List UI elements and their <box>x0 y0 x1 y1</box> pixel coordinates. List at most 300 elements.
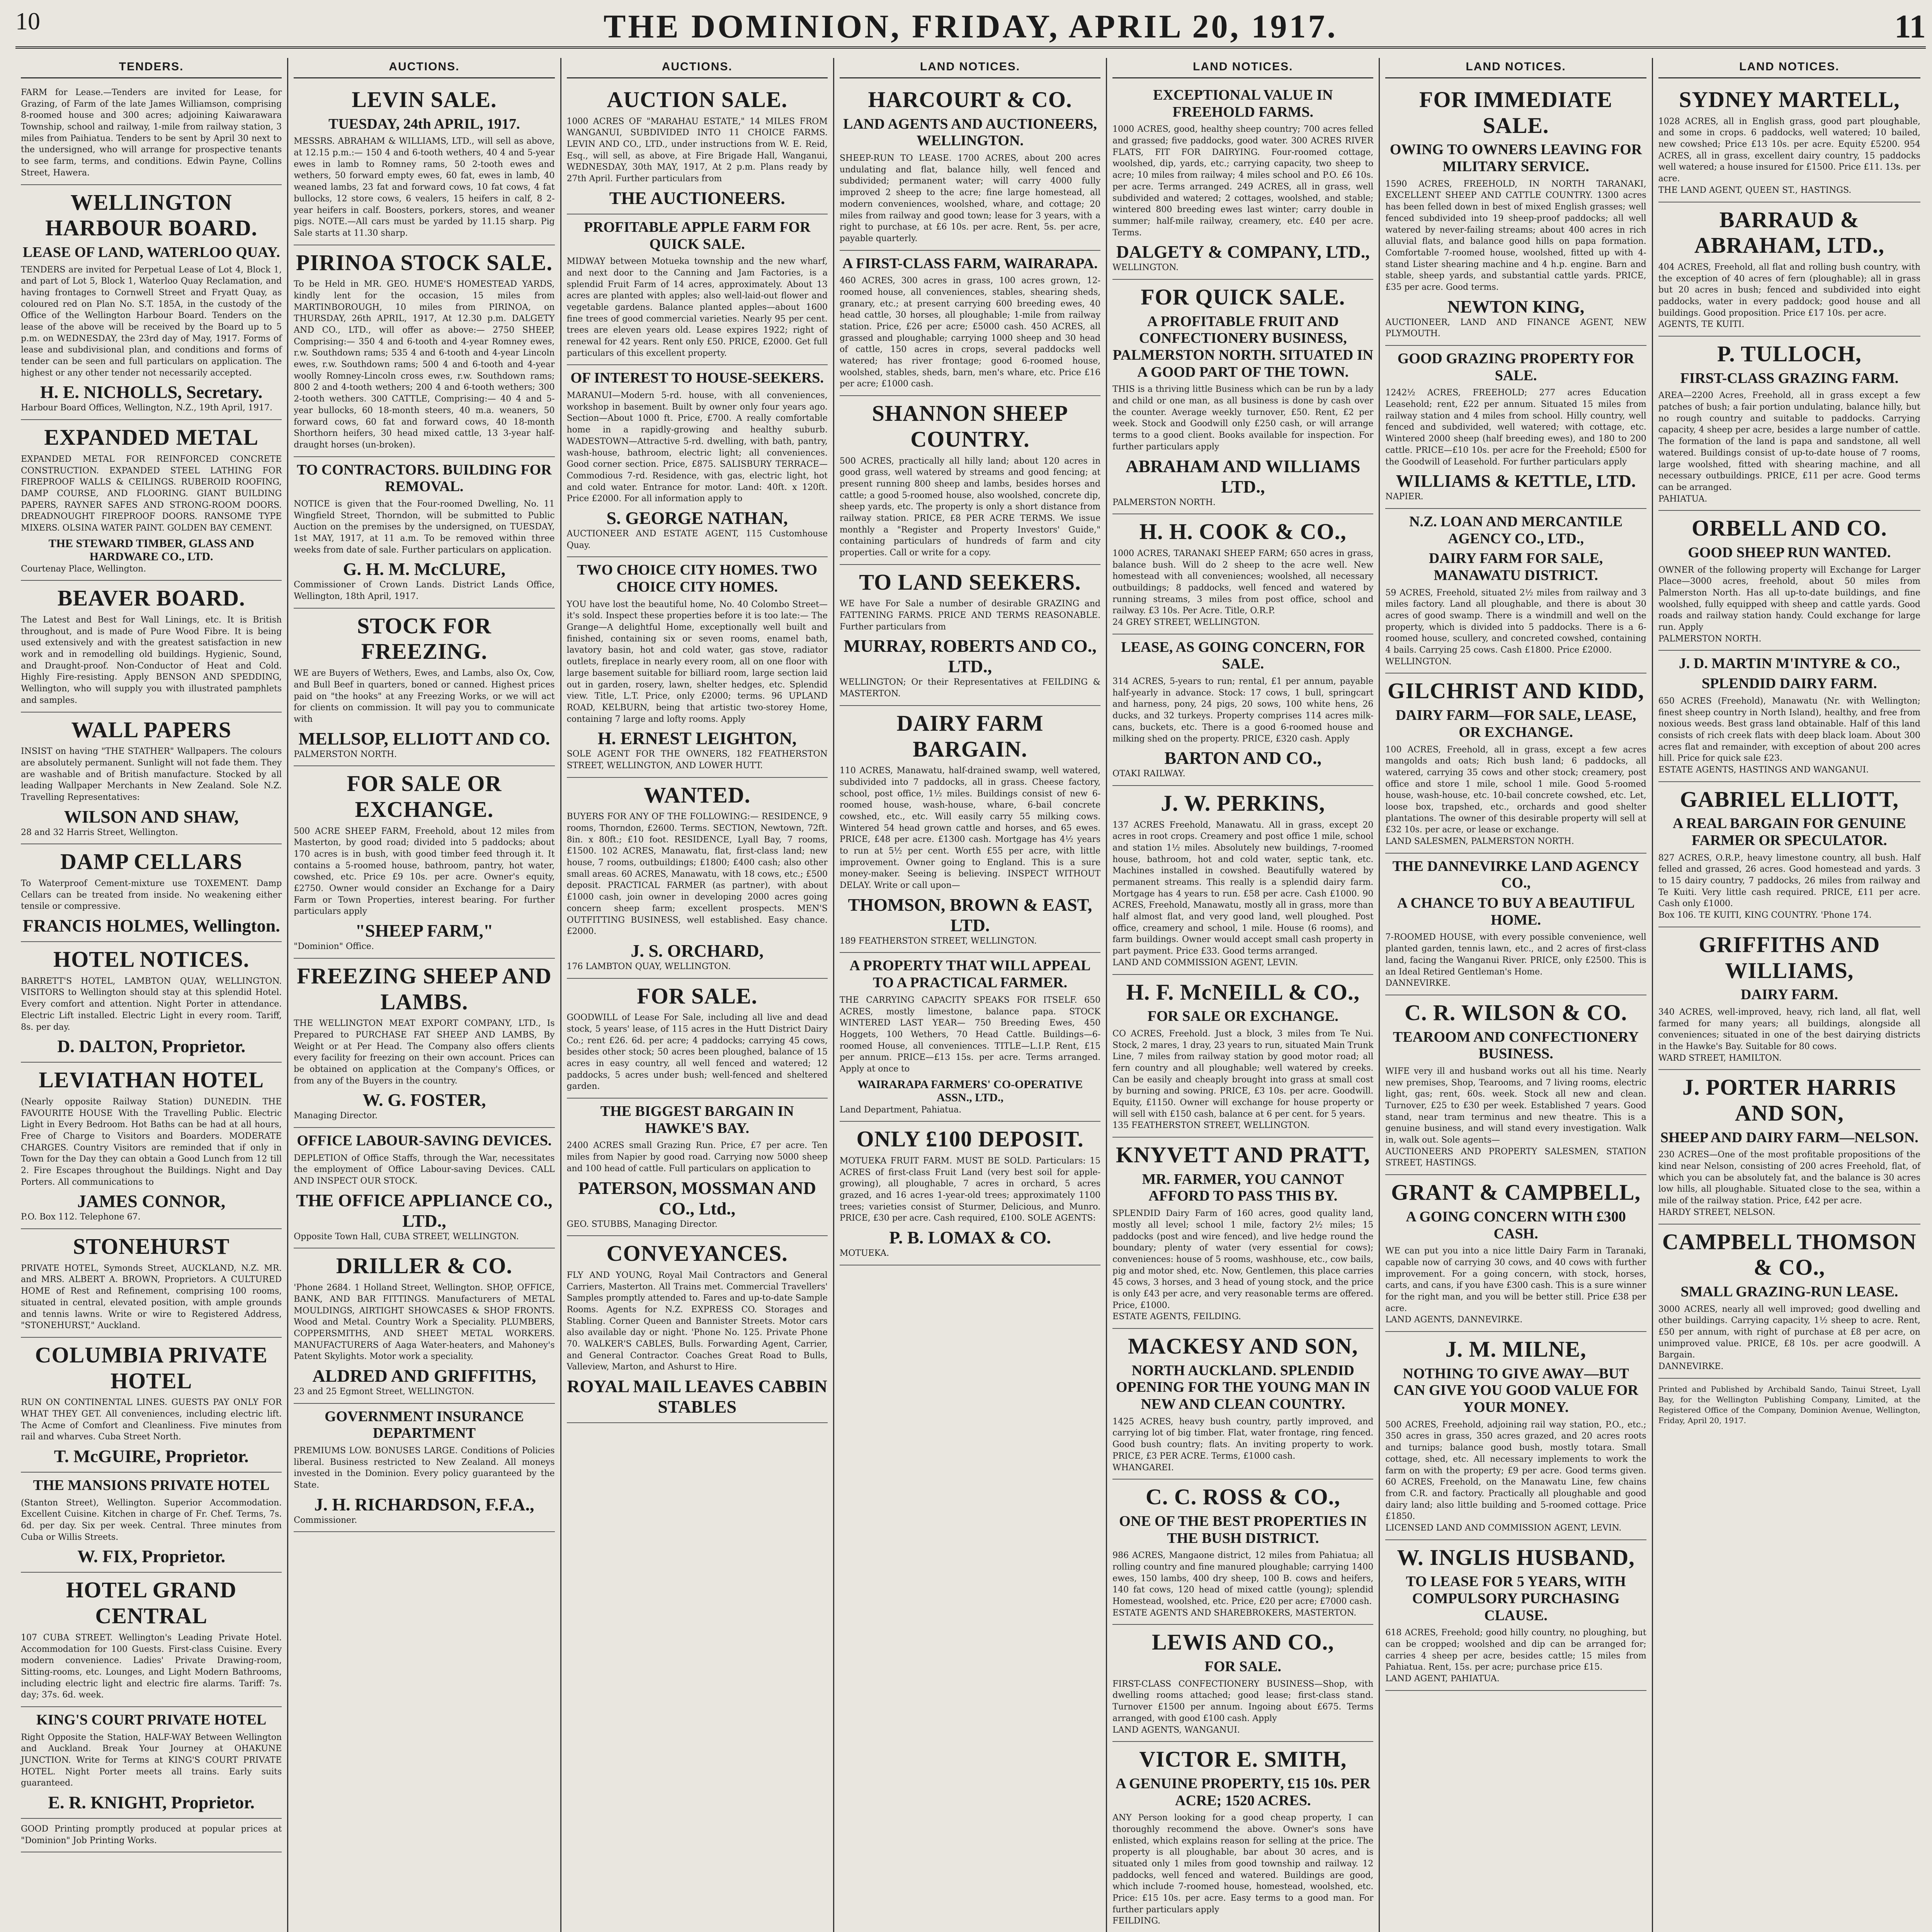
advertisement <box>1112 786 1373 975</box>
advertisement <box>1385 82 1646 346</box>
ad-subtitle: NORTH AUCKLAND. SPLENDID OPENING FOR THE YOUNG MAN IN NEW AND CLEAN COUNTRY. <box>1116 1362 1370 1413</box>
advertisement <box>1658 202 1920 337</box>
ad-title: H. F. McNEILL & CO., <box>1126 979 1360 1005</box>
advertisement <box>294 82 554 245</box>
ad-body: 1242½ ACRES, FREEHOLD; 277 acres Education Leasehold; rent, £22 per annum. Situated 15 miles from railway station and 4 miles from school. Hilly country, well fenced and subdivided, well watered; with cottage, etc. Wintered 2000 sheep (half breeding ewes), and 180 to 200 cattle. PRICE—£10 10s. per acre for the Freehold; £500 for the Goodwill of Leasehold. For further particulars apply <box>1385 388 1646 467</box>
advertisement <box>1658 927 1920 1070</box>
ad-subtitle: SHEEP AND DAIRY FARM—NELSON. <box>1660 1129 1918 1146</box>
advertisement <box>1112 514 1373 634</box>
advertisement <box>21 844 282 942</box>
advertiser-address: 24 GREY STREET, WELLINGTON. <box>1112 617 1260 627</box>
advertiser-address: PALMERSTON NORTH. <box>1112 497 1216 507</box>
ad-body: OWNER of the following property will Exchange for Larger Place—3000 acres, freehold, about 50 miles from Palmerston North. Has all up-to-date buildings, and fine woolshed, fully equipped with sheep and cattle yards. Good roads and railway station handy. Could exchange for large run. Apply <box>1658 565 1920 633</box>
advertiser-name: FRANCIS HOLMES, Wellington. <box>22 916 280 936</box>
ad-title: VICTOR E. SMITH, <box>1139 1747 1347 1772</box>
ad-body: MESSRS. ABRAHAM & WILLIAMS, LTD., will sell as above, at 12.15 p.m.:— 150 4 and 6-tooth wethers, 40 4 and 5-year ewes in lamb to Romney rams, 50 2-tooth ewes and wethers, 50 forward empty ewes, 60 fat, ewes in lamb, 40 weaned lambs, 23 fat and forward cows, 10 fat cows, 4 fat bullocks, 12 store cows, 6 vealers, 15 heifers in calf, 8 2-year heifers in calf. Boosters, porkers, stores, and weaner pigs. NOTE.—All cars must be yarded by 11.15 sharp. Pig Sale starts at 11.30 sharp. <box>294 136 555 238</box>
ad-body: 986 ACRES, Mangaone district, 12 miles from Pahiatua; all rolling country and fine manured ploughable; carrying 1400 ewes, 150 lambs, 400 dry sheep, 100 B. cows and heifers, 140 fat cows, 120 head of mixed cattle (young); splendid Homestead, woolshed, etc. Price, £20 per acre; £7000 cash. <box>1112 1551 1374 1606</box>
advertisement <box>21 1063 282 1229</box>
ad-body: BUYERS FOR ANY OF THE FOLLOWING:— RESIDENCE, 9 rooms, Thorndon, £2600. Terms. SECTION, Newtown, 72ft. 8in. x 80ft.; £10 foot. RESIDENCE, Lyall Bay, 7 rooms, £1500. 102 ACRES, Manawatu, flat, first-class land; new house, 7 rooms, outbuildings; £1800; £400 cash; also other small areas. 60 ACRES, Manawatu, with 18 cows, etc.; £500 deposit. PRACTICAL FARMER (as partner), with about £1000 cash, join owner in developing 2000 acres going concern sheep farm; excellent prospects. MEN'S OUTFITTING BUSINESS, well established. Easy chance. £2000. <box>566 812 828 937</box>
column-3 <box>561 58 834 1932</box>
advertiser-name: J. S. ORCHARD, <box>631 940 764 961</box>
advertisement <box>1112 82 1373 280</box>
ad-title: HARCOURT & CO. <box>868 87 1072 112</box>
ad-body: AREA—2200 Acres, Freehold, all in grass except a few patches of bush; a fair portion undulating, balance hilly, but no rough country and suitable to paddocks. Carrying capacity, 4 sheep per acre, besides a large number of cattle. The formation of the land is papa and sandstone, all well watered. Buildings consist of up-to-date house of 7 rooms, large woolshed, fitted with shearing machine, and all necessary outbuildings. PRICE, £11 per acre. Good terms can be arranged. <box>1658 391 1920 492</box>
ad-body: FARM for Lease.—Tenders are invited for Lease, for Grazing, of Farm of the late James Williamson, comprising 8-roomed house and 300 acres; adjoining Kaiwarawara Township, school and railway, 1-mile from railway station, 3 miles from Paihiatua. Tenders to be sent by April 30 next to the undersigned, who will arrange for prospective tenants to see farm, terms, and conditions. Edwin Payne, Collins Street, Hawera. <box>21 88 282 178</box>
column-heading: LAND NOTICES. <box>1112 58 1373 78</box>
advertiser-address: WARD STREET, HAMILTON. <box>1658 1053 1782 1063</box>
advertiser-address: LAND AND COMMISSION AGENT, LEVIN. <box>1112 957 1298 968</box>
ad-body: GOOD Printing promptly produced at popular prices at "Dominion" Job Printing Works. <box>21 1824 282 1845</box>
ad-body: PRIVATE HOTEL, Symonds Street, AUCKLAND, N.Z. MR. and MRS. ALBERT A. BROWN, Proprietors. A CULTURED HOME of Rest and Refinement, comprising 100 rooms, situated in central, elevated position, with ample grounds and tennis lawns. Write or wire to Registered Address, "STONEHURST," Auckland. <box>21 1263 282 1331</box>
advertisement <box>1658 82 1920 202</box>
advertiser-address: THE LAND AGENT, QUEEN ST., HASTINGS. <box>1658 185 1852 195</box>
advertisement <box>1112 634 1373 786</box>
ad-body: 110 ACRES, Manawatu, half-drained swamp, well watered, subdivided into 7 paddocks, all in grass. Cheese factory, school, post office, 1½ miles. Buildings consist of new 6-roomed house, wash-house, whare, 6-bail concrete cowshed, etc., etc. Will easily carry 55 milking cows. Wintered 54 head grown cattle and horses, and 65 ewes. PRICE, £48 per acre. £1300 cash. Mortgage has 4½ years to run at 5½ per cent. Worth £55 per acre, with little improvement. Owner going to England. This is a sure money-maker. Seeing is believing. INSPECT WITHOUT DELAY. Write or call upon— <box>839 766 1101 891</box>
advertiser-address: PALMERSTON NORTH. <box>1658 634 1762 644</box>
ad-subtitle: GOOD SHEEP RUN WANTED. <box>1688 544 1891 561</box>
advertisement <box>567 979 828 1099</box>
ad-title: FOR IMMEDIATE SALE. <box>1419 87 1613 138</box>
advertisement <box>21 82 282 185</box>
ad-subtitle: SMALL GRAZING-RUN LEASE. <box>1680 1283 1898 1300</box>
advertisement <box>294 609 554 767</box>
ad-body: 1000 ACRES, good, healthy sheep country; 700 acres felled and grassed; five paddocks, good water. 300 ACRES RIVER FLATS, FIT FOR DAIRYING. Four-roomed cottage, woolshed, dip, yards, etc.; carrying capacity, two sheep to acre; 10 miles from railway; 4 miles school and P.O. £6 10s. per acre. Terms arranged. 249 ACRES, all in grass, well subdivided and watered; 2 cottages, woolshed, and stable; wintered 800 breeding ewes last winter; carry double in summer; half-mile railway, creamery, etc. £40 per acre. Terms. <box>1112 124 1374 238</box>
advertisement <box>294 1248 554 1403</box>
advertiser-address: WHANGAREI. <box>1112 1463 1174 1473</box>
column-5 <box>1107 58 1380 1932</box>
advertisement <box>21 1707 282 1819</box>
advertiser-name: S. GEORGE NATHAN, <box>606 508 788 528</box>
advertisement <box>294 1404 554 1532</box>
ad-title: EXCEPTIONAL VALUE IN FREEHOLD FARMS. <box>1153 87 1333 120</box>
ad-body: RUN ON CONTINENTAL LINES. GUESTS PAY ONLY FOR WHAT THEY GET. All conveniences, including electric lift. The Acme of Comfort and Cleanliness. Five minutes from rail and wharves. Cuba Street North. <box>21 1398 282 1442</box>
ad-body: MIDWAY between Motueka township and the new wharf, and next door to the Canning and Jam Factories, is a splendid Fruit Farm of 14 acres, approximately. About 13 acres are planted with apples; also well-laid-out flower and vegetable gardens. Balance planted apples—about 1600 fine trees of good commercial varieties. Nearly 95 per cent. trees are eleven years old. Lease expires 1922; right of renewal for 42 years. Rent only £50. PRICE, £2000. Get full particulars of this excellent property. <box>566 257 828 358</box>
advertiser-address: DANNEVIRKE. <box>1658 1362 1724 1371</box>
ad-body: 137 ACRES Freehold, Manawatu. All in grass, except 20 acres in root crops. Creamery and post office 1 mile, school and station 1½ miles. Absolutely new buildings, 7-roomed house, bathroom, hot and cold water, septic tank, etc. Machines installed in cowshed. Beautifully watered by permanent streams. This really is a splendid dairy farm. Mortgage has 4 years to run. £58 per acre. Cash £1000. 90 ACRES, Freehold, Manawatu, mostly all in grass, more than half almost flat, and very good land, well ploughed. Post office, creamery and school, 1 mile. House (6 rooms), and farm buildings. Owner would accept small cash property in part payment. Price £33. Good terms arranged. <box>1112 820 1374 956</box>
ad-title: LEVIATHAN HOTEL <box>39 1067 264 1093</box>
advertisement <box>294 766 554 959</box>
ad-title: DAIRY FARM BARGAIN. <box>896 710 1044 762</box>
advertisement <box>21 1819 282 1852</box>
ad-title: P. TULLOCH, <box>1717 341 1862 366</box>
column-heading: AUCTIONS. <box>567 58 828 78</box>
ad-subtitle: OWING TO OWNERS LEAVING FOR MILITARY SERVICE. <box>1389 141 1642 175</box>
ad-subtitle: DAIRY FARM FOR SALE, MANAWATU DISTRICT. <box>1429 550 1603 583</box>
ad-body: WE have For Sale a number of desirable GRAZING and FATTENING FARMS. PRICE AND TERMS REASONABLE. Further particulars from <box>839 599 1101 632</box>
ad-title: J. D. MARTIN M'INTYRE & CO., <box>1679 655 1900 672</box>
advertiser-address: Courtenay Place, Wellington. <box>21 564 146 574</box>
ad-title: WANTED. <box>644 782 751 808</box>
ad-body: WIFE very ill and husband works out all his time. Nearly new premises, Shop, Tearooms, and 7 living rooms, electric light, gas; rent, 60s. week. Stock all new and clean. Turnover, £25 to £30 per week. Established 7 years. Good stand, near tram terminus and new theatre. This is a genuine business, and will stand every investigation. Walk in, walk out. Sole agents— <box>1385 1066 1646 1145</box>
ad-body: To Waterproof Cement-mixture use TOXEMENT. Damp Cellars can be treated from inside. No weakening either tensile or compressive. <box>21 879 282 912</box>
ad-title: GILCHRIST AND KIDD, <box>1387 678 1645 704</box>
advertiser-address: LAND AGENT, PAHIATUA. <box>1385 1674 1500 1684</box>
advertiser-name: P. B. LOMAX & CO. <box>889 1228 1051 1248</box>
ad-title: W. INGLIS HUSBAND, <box>1397 1544 1635 1570</box>
advertisement <box>840 251 1100 396</box>
advertiser-address: Commissioner of Crown Lands. District Lands Office, Wellington, 18th April, 1917. <box>294 580 555 602</box>
advertisement <box>1112 975 1373 1138</box>
advertisement <box>1658 1070 1920 1224</box>
ad-title: J. PORTER HARRIS AND SON, <box>1682 1075 1896 1126</box>
advertisement <box>567 778 828 979</box>
advertiser-address: LAND AGENTS, WANGANUI. <box>1112 1725 1240 1735</box>
ad-body: 1028 ACRES, all in English grass, good part ploughable, and some in crops. 6 paddocks, well watered; 10 bailed, new cowshed; Price £13 10s. per acre. Equity £5200. 954 ACRES, all in grass, excellent dairy country, 15 paddocks well watered; a house insured for £1500. Price £11. 13s. per acre. <box>1658 116 1920 184</box>
printer-imprint: Printed and Published by Archibald Sando, Tainui Street, Lyall Bay, for the Wellington Publishing Company, Limited, at the Registered Office of the Company, Dominion Avenue, Wellington, Friday, April 20, 1917. <box>1658 1384 1920 1425</box>
advertisement <box>1385 673 1646 853</box>
ad-title: EXPANDED METAL <box>44 425 259 450</box>
ad-body: WE are Buyers of Wethers, Ewes, and Lambs, also Ox, Cow, and Bull Beef in quarters, boned or canned. Highest prices paid on "the hooks" at any Freezing Works, or we will act for clients on commission. It will pay you to communicate with <box>294 668 555 724</box>
ad-title: KNYVETT AND PRATT, <box>1116 1142 1370 1168</box>
advertiser-name: J. H. RICHARDSON, F.F.A., <box>314 1494 534 1514</box>
advertiser-name: T. McGUIRE, Proprietor. <box>54 1446 249 1466</box>
advertisement <box>1385 1175 1646 1332</box>
advertiser-name: ROYAL MAIL LEAVES CABBIN STABLES <box>567 1376 827 1417</box>
ad-subtitle: A PROFITABLE FRUIT AND CONFECTIONERY BUSINESS, PALMERSTON NORTH. SITUATED IN A GOOD PART OF THE TOWN. <box>1112 313 1373 380</box>
ad-body: To be Held in MR. GEO. HUME'S HOMESTEAD YARDS, kindly lent for the occasion, 15 miles from MARTINBOROUGH, 10 miles from PIRINOA, on THURSDAY, 26th APRIL, 1917, At 12.30 p.m. DALGETY AND CO., LTD., will offer as above:— 2750 SHEEP, Comprising:— 350 4 and 6-tooth and 4-year Romney ewes, r.w. Southdown rams; 535 4 and 6-tooth and 4-year Lincoln ewes, r.w. Southdown rams; 500 4 and 6-tooth and 4-year woolly Romney-Lincoln cross ewes, r.w. Southdown rams; 800 2 and 4-tooth wethers; 200 4 and 6-tooth wethers; 300 2-tooth wethers. 300 CATTLE, Comprising:— 40 4 and 5-year bullocks, 60 18-month steers, 40 m.a. weaners, 50 forward cows, 60 fat and forward cows, 40 18-month Shorthorn heifers, 30 head mixed cattle, 13 3-year half-draught horses (un-broken). <box>294 279 555 450</box>
ad-body: 1000 ACRES OF "MARAHAU ESTATE," 14 MILES FROM WANGANUI, SUBDIVIDED INTO 11 CHOICE FARMS. LEVIN AND CO., LTD., under instructions from W. E. Reid, Esq., will sell, as above, at Fire Brigade Hall, Wanganui, WEDNESDAY, 30th MAY, 1917, At 2 p.m. Plans ready by 27th April. Further particulars from <box>566 116 828 184</box>
ad-title: PROFITABLE APPLE FARM FOR QUICK SALE. <box>583 219 811 252</box>
ad-body: 460 ACRES, 300 acres in grass, 100 acres grown, 12-roomed house, all conveniences, stables, shearing sheds, granary, etc.; at present carrying 600 breeding ewes, 40 head cattle, 30 horses, all ploughable; 1-mile from railway station. Price, £26 per acre; £5000 cash. 450 ACRES, all grassed and ploughable; carrying 1000 sheep and 30 head of cattle, 150 acres in crops, several paddocks well watered; has river frontage; good 6-roomed house, woolshed, stables, sheds, barn, men's whare, etc. Price £16 per acre; £1000 cash. <box>839 276 1101 389</box>
advertiser-name: WILLIAMS & KETTLE, LTD. <box>1396 471 1636 491</box>
ad-title: GRIFFITHS AND WILLIAMS, <box>1699 932 1880 983</box>
column-heading: AUCTIONS. <box>294 58 554 78</box>
advertiser-address: AUCTIONEER AND ESTATE AGENT, 115 Customhouse Quay. <box>566 529 828 550</box>
advertisement <box>1385 854 1646 995</box>
ad-title: OFFICE LABOUR-SAVING DEVICES. <box>297 1133 552 1149</box>
advertiser-address: AUCTIONEERS AND PROPERTY SALESMEN, STATION STREET, HASTINGS. <box>1385 1146 1646 1168</box>
advertiser-address: 23 and 25 Egmont Street, WELLINGTON. <box>294 1386 474 1396</box>
advertiser-address: PAHIATUA. <box>1658 494 1708 504</box>
advertiser-address: AUCTIONEER, LAND AND FINANCE AGENT, NEW PLYMOUTH. <box>1385 317 1646 339</box>
advertisement <box>294 959 554 1128</box>
advertiser-name: NEWTON KING, <box>1447 296 1585 316</box>
advertiser-address: PALMERSTON NORTH. <box>294 749 397 759</box>
ad-subtitle: TUESDAY, 24th APRIL, 1917. <box>328 116 520 132</box>
advertisement <box>567 1099 828 1236</box>
ad-body: ANY Person looking for a good cheap property, I can thoroughly recommend the above. Owner's sons have enlisted, which explains reason for selling at the price. The property is all ploughable, bar about 30 acres, and is situated only 1 miles from good township and railway. 12 paddocks, well fenced and watered. Buildings are good, which include 7-roomed house, homestead, woolshed, etc. Price: £15 10s. per acre. Easy terms to a good man. For further particulars apply <box>1112 1813 1374 1915</box>
ad-subtitle: A GENUINE PROPERTY, £15 10s. PER ACRE; 1520 ACRES. <box>1116 1775 1371 1809</box>
ad-subtitle: FOR SALE OR EXCHANGE. <box>1147 1008 1338 1025</box>
advertiser-name: MURRAY, ROBERTS AND CO., LTD., <box>844 636 1097 677</box>
ad-body: BARRETT'S HOTEL, LAMBTON QUAY, WELLINGTON. VISITORS to Wellington should stay at this splendid Hotel. Every comfort and attention. Night Porter in attendance. Electric Lift installed. Electric Light in every room. Tariff, 8s. per day. <box>21 976 282 1032</box>
ad-title: FOR SALE OR EXCHANGE. <box>347 771 502 822</box>
ad-title: TWO CHOICE CITY HOMES. TWO CHOICE CITY HOMES. <box>577 562 818 595</box>
ad-body: CO ACRES, Freehold. Just a block, 3 miles from Te Nui. Stock, 2 mares, 1 dray, 23 years to run, situated Main Trunk Line, 7 miles from railway station by good motor road; all fern country and all ploughable; well watered by creeks. Can be easily and cheaply brought into grass at small cost by burning and sowing. PRICE, £3 10s. per acre. Goodwill. Equity, £1150. Owner will exchange for house property or will sell with £150 cash, balance at 6 per cent. for 5 years. <box>1112 1029 1374 1119</box>
ad-title: OF INTEREST TO HOUSE-SEEKERS. <box>570 370 824 386</box>
advertiser-name: JAMES CONNOR, <box>77 1191 226 1211</box>
ad-body: 100 ACRES, Freehold, all in grass, except a few acres mangolds and oats; Rich bush land; 6 paddocks, all watered, carrying 35 cows and other stock; creamery, post office and store 1 mile, school 1 mile. Good 5-roomed house, wash-house, etc. 10-bail concrete cowshed, etc. Let, loose box, trapshed, etc., orchards and good shelter plantations. The owner of this desirable property will sell at £32 10s. per acre, or lease or exchange. <box>1385 745 1646 835</box>
advertiser-address: P.O. Box 112. Telephone 67. <box>21 1212 141 1222</box>
advertisement <box>840 565 1100 706</box>
ad-title: TO CONTRACTORS. BUILDING FOR REMOVAL. <box>297 461 552 495</box>
advertisement <box>21 1229 282 1338</box>
ad-body: FIRST-CLASS CONFECTIONERY BUSINESS—Shop, with dwelling rooms attached; good lease; first-class stand. Turnover £1500 per annum. Ingoing about £675. Terms arranged, with good £100 cash. Apply <box>1112 1679 1374 1723</box>
ad-body: 2400 ACRES small Grazing Run. Price, £7 per acre. Ten miles from Napier by good road. Carrying now 5000 sheep and 100 head of cattle. Full particulars on application to <box>566 1141 828 1173</box>
advertiser-address: Commissioner. <box>294 1515 357 1525</box>
advertiser-name: WILSON AND SHAW, <box>64 806 239 827</box>
advertisement <box>1658 1225 1920 1379</box>
ad-title: BARRAUD & ABRAHAM, LTD., <box>1694 207 1884 258</box>
ad-subtitle: LAND AGENTS AND AUCTIONEERS, WELLINGTON. <box>843 116 1097 149</box>
ad-title: C. C. ROSS & CO., <box>1145 1484 1340 1510</box>
advertiser-address: LAND AGENTS, DANNEVIRKE. <box>1385 1315 1523 1325</box>
ad-body: FLY AND YOUNG, Royal Mail Contractors and General Carriers, Masterton. All Trains met. Commercial Travellers' Samples promptly attended to. Fares and up-to-date Sample Rooms. Agents for N.Z. EXPRESS CO. Storages and Stabling. Corner Queen and Bannister Streets. Motor cars also available day or night. 'Phone No. 125. Private Phone 70. WALKER'S CABLES, Bulls. Forwarding Agent, Carrier, and General Contractor. Coaches Great Road to Bulls, Valleview, Marton, and Ashurst to Hire. <box>566 1270 828 1372</box>
advertisement <box>1112 1138 1373 1329</box>
ad-title: BEAVER BOARD. <box>57 585 245 611</box>
advertiser-address: ESTATE AGENTS, HASTINGS AND WANGANUI. <box>1658 765 1869 775</box>
ad-body: 59 ACRES, Freehold, situated 2½ miles from railway and 3 miles factory. Land all ploughable, and there is about 30 acres of good swamp. There is a windmill and well on the property, which is divided into 5 paddocks. There is a 6-roomed house, scullery, and concreted cowshed, containing 4 bails. Carrying 25 cows. Cash £1800. Price £2000. <box>1385 588 1646 655</box>
ad-title: THE DANNEVIRKE LAND AGENCY CO., <box>1392 858 1639 891</box>
ad-body: YOU have lost the beautiful home, No. 40 Colombo Street—it's sold. Inspect these properties before it is too late:— The Grange—A delightful Home, exceptionally well built and finished, containing six or seven rooms, enamel bath, lavatory basin, hot and cold water, gas stove, radiator outlets, fireplace in nearly every room, all on one floor with large basement suitable for billiard room, large section laid out in garden, rosery, lawn, shelter hedges, etc. Splendid view. Title, L.T. Price, only £2000; terms. 96 UPLAND ROAD, KELBURN, being that artistic two-storey Home, containing 7 large and lofty rooms. Apply <box>566 599 828 724</box>
columns <box>15 58 1926 1932</box>
advertiser-name: D. DALTON, Proprietor. <box>57 1036 246 1056</box>
advertisement <box>840 1122 1100 1265</box>
advertiser-name: DALGETY & COMPANY, LTD., <box>1116 242 1370 262</box>
ad-body: THE CARRYING CAPACITY SPEAKS FOR ITSELF. 650 ACRES, mostly limestone, balance papa. STOCK WINTERED LAST YEAR— 750 Breeding Ewes, 450 Hoggets, 100 Wethers, 70 Head Cattle. Buildings—6-roomed House, all conveniences. TITLE—L.I.P. Rent, £15 per annum. PRICE—£13 15s. per acre. Terms arranged. Apply at once to <box>839 995 1101 1074</box>
column-2 <box>288 58 561 1932</box>
page-number-left: 10 <box>15 7 40 35</box>
ad-body: The Latest and Best for Wall Linings, etc. It is British throughout, and is made of Pure Wood Fibre. It is being used extensively and with the greatest satisfaction in new work and in remodelling old buildings. Hygienic, Sound, and Draught-proof. Non-Conductor of Heat and Cold. Highly Fire-resisting. Apply BENSON AND SPEDDING, Wellington, who will supply you with illustrated pamphlets and samples. <box>21 615 282 705</box>
advertisement <box>21 1573 282 1707</box>
column-7 <box>1653 58 1926 1932</box>
ad-subtitle: DAIRY FARM—FOR SALE, LEASE, OR EXCHANGE. <box>1395 707 1636 740</box>
advertisement <box>294 457 554 609</box>
advertisement <box>294 1128 554 1248</box>
ad-body: 1590 ACRES, FREEHOLD, IN NORTH TARANAKI, EXCELLENT SHEEP AND CATTLE COUNTRY. 1300 acres has been felled down in best of mixed English grasses; well fenced subdivided into 19 sheep-proof paddocks; all well watered by never-failing streams; about 400 acres in rich alluvial flats, and balance good hills on papa formation. Comfortable 7-roomed house, woolshed, fitted up with 4-stand Lister shearing machine and 4 h.p. engine. Barn and stable, sheep yards, and substantial cattle yards. PRICE, £35 per acre. Good terms. <box>1385 179 1646 292</box>
advertiser-name: WAIRARAPA FARMERS' CO-OPERATIVE ASSN., LTD., <box>857 1078 1083 1104</box>
ad-title: MACKESY AND SON, <box>1128 1333 1358 1359</box>
ad-title: N.Z. LOAN AND MERCANTILE AGENCY CO., LTD., <box>1409 513 1623 547</box>
ad-title: DAMP CELLARS <box>60 849 243 874</box>
column-4 <box>834 58 1107 1932</box>
ad-title: DRILLER & CO. <box>336 1253 512 1279</box>
ad-title: STONEHURST <box>73 1234 230 1259</box>
ad-body: SHEEP-RUN TO LEASE. 1700 ACRES, about 200 acres undulating and flat, balance hilly, well fenced and subdivided; permanent water; will carry 4000 fully improved 2 sheep to the acre; fine large homestead, all modern conveniences, woolshed, whare, and cottage; 20 miles from railway and good town; lease for 3 years, with a right to purchase, at £6 10s. per acre. Rent, 5s. per acre, payable quarterly. <box>839 153 1101 243</box>
advertiser-address: WELLINGTON. <box>1385 656 1452 667</box>
page-number: 11 <box>1894 8 1926 45</box>
advertiser-address: 135 FEATHERSTON STREET, WELLINGTON. <box>1112 1121 1310 1131</box>
ad-body: 827 ACRES, O.R.P., heavy limestone country, all bush. Half felled and grassed, 26 acres. Good homestead and yards. 3 to 15 dairy country, 7 paddocks, 26 miles from railway and Te Kuiti. Very little cash required. PRICE, £11 per acre. Cash only £1000. <box>1658 853 1920 909</box>
advertiser-address: Opposite Town Hall, CUBA STREET, WELLINGTON. <box>294 1231 519 1242</box>
ad-title: THE BIGGEST BARGAIN IN HAWKE'S BAY. <box>600 1103 794 1136</box>
ad-title: FREEZING SHEEP AND LAMBS. <box>297 963 552 1014</box>
advertisement <box>567 1236 828 1423</box>
ad-body: 7-ROOMED HOUSE, with every possible convenience, well planted garden, tennis lawn, etc., and 2 acres of first-class land, facing the Wanganui River. PRICE, only £2500. This is an Ideal Retired Gentleman's Home. <box>1385 932 1646 977</box>
advertiser-address: DANNEVIRKE. <box>1385 978 1451 988</box>
advertiser-address: 189 FEATHERSTON STREET, WELLINGTON. <box>839 936 1037 946</box>
advertisement <box>567 214 828 366</box>
advertisement <box>1385 1540 1646 1691</box>
advertiser-name: ABRAHAM AND WILLIAMS LTD., <box>1126 456 1361 497</box>
advertiser-address: Land Department, Pahiatua. <box>839 1105 962 1115</box>
advertiser-address: MOTUEKA. <box>839 1248 889 1259</box>
advertiser-address: "Dominion" Office. <box>294 942 374 952</box>
ad-body: WE can put you into a nice little Dairy Farm in Taranaki, capable now of carrying 30 cows, and 40 cows with further improvement. For a going concern, with stock, horses, carts, and cans, if you have £300 cash. This is a sure winner for the right man, and you will be better still. Price £38 per acre. <box>1385 1246 1646 1313</box>
advertisement <box>1658 782 1920 927</box>
advertiser-name: MELLSOP, ELLIOTT AND CO. <box>298 728 550 748</box>
ad-subtitle: ONE OF THE BEST PROPERTIES IN THE BUSH DISTRICT. <box>1119 1513 1367 1546</box>
advertiser-name: ALDRED AND GRIFFITHS, <box>312 1366 536 1386</box>
advertiser-address: HARDY STREET, NELSON. <box>1658 1207 1776 1217</box>
ad-body: 404 ACRES, Freehold, all flat and rolling bush country, with the exception of 40 acres of fern (ploughable); all in grass but 20 acres in bush; fenced and subdivided into eight paddocks, water in every paddock; good house and all buildings. Good proposition. Price £17 10s. per acre. <box>1658 262 1920 318</box>
advertiser-name: THOMSON, BROWN & EAST, LTD. <box>848 895 1092 935</box>
ad-body: 230 ACRES—One of the most profitable propositions of the kind near Nelson, consisting of 200 acres Freehold, flat, of which you can be absolutely fat, and the balance is 30 acres low hills, all ploughable. Situated close to the sea, within a mile of the railway station. Price, £42 per acre. <box>1658 1150 1920 1206</box>
column-heading: TENDERS. <box>21 58 282 78</box>
masthead <box>15 0 1926 49</box>
advertisement <box>1658 511 1920 651</box>
ad-body: 1000 ACRES, TARANAKI SHEEP FARM; 650 acres in grass, balance bush. Will do 2 sheep to the acre well. New homestead with all conveniences; woolshed, all necessary outbuildings; 8 paddocks, well fenced and watered by running streams, 3 miles from post office, school and railway. £3 10s. Per Acre. Title, O.R.P. <box>1112 548 1374 616</box>
ad-title: J. W. PERKINS, <box>1161 790 1325 816</box>
advertisement <box>567 365 828 557</box>
column-1 <box>15 58 288 1932</box>
column-heading: LAND NOTICES. <box>840 58 1100 78</box>
ad-subtitle: FOR SALE. <box>1204 1658 1282 1675</box>
advertisement <box>1385 995 1646 1175</box>
ad-body: THE WELLINGTON MEAT EXPORT COMPANY, LTD., Is Prepared to PURCHASE FAT SHEEP AND LAMBS, By Weight or at Per Head. The Company also offers clients every facility for freezing on their own account. Prices can be obtained on application at the Company's Offices, or from any of the Buyers in the country. <box>294 1019 555 1086</box>
newspaper-title: THE DOMINION, FRIDAY, APRIL 20, 1917. <box>603 8 1338 45</box>
ad-title: GOOD GRAZING PROPERTY FOR SALE. <box>1397 350 1634 384</box>
ad-body: 3000 ACRES, nearly all well improved; good dwelling and other buildings. Carrying capacity, 1½ sheep to acre. Rent, £50 per annum, with right of purchase at £8 per acre, on unimproved value. PRICE, £8 10s. per acre goodwill. A Bargain. <box>1658 1304 1920 1360</box>
advertiser-address: WELLINGTON; Or their Representatives at FEILDING & MASTERTON. <box>839 677 1101 699</box>
advertisement <box>1658 337 1920 511</box>
ad-title: LEWIS AND CO., <box>1151 1629 1334 1655</box>
ad-body: DEPLETION of Office Staffs, through the War, necessitates the employment of Office Labour-saving Devices. CALL AND INSPECT OUR STOCK. <box>294 1153 555 1186</box>
advertisement <box>840 82 1100 251</box>
advertisement <box>1112 1742 1373 1932</box>
advertisement <box>840 396 1100 565</box>
advertisement <box>21 185 282 420</box>
ad-title: GABRIEL ELLIOTT, <box>1680 786 1899 812</box>
advertiser-name: THE AUCTIONEERS. <box>609 188 785 208</box>
ad-title: H. H. COOK & CO., <box>1139 519 1347 544</box>
advertisement <box>1658 651 1920 782</box>
ad-subtitle: MR. FARMER, YOU CANNOT AFFORD TO PASS THIS BY. <box>1142 1171 1344 1204</box>
advertisement <box>1385 1332 1646 1540</box>
ad-body: 618 ACRES, Freehold; good hilly country, no ploughing, but can be cropped; woolshed and dip can be arranged for; carries 4 sheep per acre, besides cattle; 15 miles from Pahiatua. Rent, 15s. per acre; purchase price £15. <box>1385 1628 1646 1672</box>
ad-body: 340 ACRES, well-improved, heavy, rich land, all flat, well farmed for many years; all buildings, alongside all conveniences; situated in one of the best dairying districts in the Hawke's Bay. Suitable for 80 cows. <box>1658 1007 1920 1051</box>
advertiser-address: Managing Director. <box>294 1111 378 1121</box>
advertiser-name: "SHEEP FARM," <box>355 921 493 941</box>
ad-body: 'Phone 2684. 1 Holland Street, Wellington. SHOP, OFFICE, BANK, AND BAR FITTINGS. Manufacturers of METAL MOULDINGS, AIRTIGHT SHOWCASES & SHOP FRONTS. Wood and Metal. Country Work a Speciality. PLUMBERS, COPPERSMITHS, AND SHEET METAL WORKERS. MANUFACTURERS of Aaga Water-heaters, and Mahoney's Patent Skylights. Motor work a speciality. <box>294 1283 555 1362</box>
ad-body: (Stanton Street), Wellington. Superior Accommodation. Excellent Cuisine. Kitchen in charge of Fr. Chef. Terms, 7s. 6d. per day. Six per week. Central. Three minutes from Cuba or Willis Streets. <box>21 1498 282 1542</box>
ad-subtitle: A CHANCE TO BUY A BEAUTIFUL HOME. <box>1397 895 1635 928</box>
ad-title: FOR QUICK SALE. <box>1141 284 1345 310</box>
ad-subtitle: A REAL BARGAIN FOR GENUINE FARMER OR SPECULATOR. <box>1672 815 1906 849</box>
ad-title: C. R. WILSON & CO. <box>1405 1000 1628 1025</box>
ad-subtitle: SPLENDID DAIRY FARM. <box>1702 675 1877 692</box>
advertiser-address: 176 LAMBTON QUAY, WELLINGTON. <box>566 961 731 971</box>
ad-title: A FIRST-CLASS FARM, WAIRARAPA. <box>842 255 1098 272</box>
ad-title: ONLY £100 DEPOSIT. <box>856 1126 1084 1152</box>
advertisement <box>1385 509 1646 674</box>
advertisement <box>21 713 282 845</box>
advertisement <box>21 1473 282 1573</box>
column-heading: LAND NOTICES. <box>1658 58 1920 78</box>
advertisement <box>1112 1480 1373 1625</box>
ad-body: 500 ACRES, practically all hilly land; about 120 acres in good grass, well watered by streams and good fencing; at present running 800 sheep and lambs, besides horses and cattle; a good 5-roomed house, also woolshed, concrete dip, sheep yards, etc. The property is only a short distance from railway station. PRICE, £8 PER ACRE TERMS. We issue monthly a "Register and Property Investors' Guide," containing particulars of hundreds of farm and city properties. Call or write for a copy. <box>839 456 1101 558</box>
advertiser-address: ESTATE AGENTS, FEILDING. <box>1112 1312 1241 1322</box>
advertiser-address: Box 106. TE KUITI, KING COUNTRY. 'Phone 174. <box>1658 910 1872 920</box>
column-6 <box>1380 58 1653 1932</box>
ad-title: HOTEL GRAND CENTRAL <box>66 1577 237 1629</box>
ad-title: LEVIN SALE. <box>352 87 497 112</box>
advertiser-name: PATERSON, MOSSMAN AND CO., Ltd., <box>578 1178 816 1218</box>
advertisement <box>567 557 828 777</box>
advertisement <box>840 953 1100 1122</box>
ad-title: PIRINOA STOCK SALE. <box>296 250 553 275</box>
ad-body: INSIST on having "THE STATHER" Wallpapers. The colours are absolutely permanent. Sunlight will not fade them. They are washable and of British manufacture. Stocked by all leading Wallpaper Merchants in New Zealand. Sole N.Z. Travelling Representatives: <box>21 747 282 802</box>
advertiser-name: H. ERNEST LEIGHTON, <box>597 728 797 748</box>
ad-title: WELLINGTON HARBOUR BOARD. <box>45 189 258 241</box>
ad-title: HOTEL NOTICES. <box>53 947 250 972</box>
ad-title: FOR SALE. <box>637 983 758 1009</box>
advertiser-address: Harbour Board Offices, Wellington, N.Z., 19th April, 1917. <box>21 403 272 413</box>
column-heading: LAND NOTICES. <box>1385 58 1646 78</box>
advertiser-address: FEILDING. <box>1112 1916 1161 1926</box>
ad-body: SPLENDID Dairy Farm of 160 acres, good quality land, mostly all level; school 1 mile, factory 2½ miles; 15 paddocks (post and wire fenced), and live hedge round the boundary; plenty of water (very essential for cows); conveniences: house of 5 rooms, washhouse, etc., cow bails, pig and motor shed, etc. Now, Gentlemen, this place carries 45 cows, 3 horses, and 3 head of young stock, and the price is only £43 per acre, and very reasonable terms are offered. Price, £1000. <box>1112 1209 1374 1310</box>
advertiser-address: NAPIER. <box>1385 492 1423 502</box>
advertiser-address: AGENTS, TE KUITI. <box>1658 320 1745 330</box>
ad-body: 500 ACRES, Freehold, adjoining rail way station, P.O., etc.; 350 acres in grass, 350 acres grazed, and 20 acres roots and turnips; balance good bush, mostly totara. Small cottage, shed, etc. All necessary implements to work the farm on with the property; £9 per acre. Good terms given. 60 ACRES, Freehold, on the Manawatu Line, few chains from C.R. and factory. Practically all ploughable and good dairy land; also little building and 5-roomed cottage. Price £1850. <box>1385 1420 1646 1522</box>
ad-subtitle: NOTHING TO GIVE AWAY—BUT CAN GIVE YOU GOOD VALUE FOR YOUR MONEY. <box>1393 1365 1638 1416</box>
advertiser-address: GEO. STUBBS, Managing Director. <box>566 1219 718 1229</box>
ad-title: SYDNEY MARTELL, <box>1679 87 1900 112</box>
ad-title: COLUMBIA PRIVATE HOTEL <box>35 1342 268 1393</box>
advertisement <box>21 1338 282 1473</box>
ad-title: J. M. MILNE, <box>1445 1337 1587 1362</box>
ad-title: KING'S COURT PRIVATE HOTEL <box>36 1711 267 1728</box>
advertisement <box>1112 1329 1373 1480</box>
advertisement <box>1112 280 1373 514</box>
ad-body: TENDERS are invited for Perpetual Lease of Lot 4, Block 1, and part of Lot 5, Block 1, Waterloo Quay Reclamation, and having frontages to Cornwell Street and Fryatt Quay, as coloured red on Plan No. S.T. 185A, in the custody of the Office of the Wellington Harbour Board. Tenders on the lease of the above will be received by the Board up to 5 p.m. on WEDNESDAY, the 23rd day of May, 1917. Forms of lease and subdivisional plan, and conditions and forms of tender can be seen and full particulars on application. The highest or any other tender not necessarily accepted. <box>21 265 282 378</box>
advertiser-name: G. H. M. McCLURE, <box>343 559 506 579</box>
ad-body: 500 ACRE SHEEP FARM, Freehold, about 12 miles from Masterton, by good road; divided into 5 paddocks; about 170 acres is in bush, with good timber feed through it. It contains a 5-roomed house, bathroom, pantry, hot water, cowshed, etc. Price £9 10s. per acre. Owner's equity, £2750. Owner would consider an Exchange for a Dairy Farm or Town Properties, interest bearing. For further particulars apply <box>294 826 555 917</box>
advertiser-address: ESTATE AGENTS AND SHAREBROKERS, MASTERTON. <box>1112 1608 1357 1618</box>
ad-body: (Nearly opposite Railway Station) DUNEDIN. THE FAVOURITE HOUSE With the Travelling Public. Electric Light in Every Bedroom. Hot Baths can be had at all hours, Free of Charge to Visitors and Boarders. MODERATE CHARGES. Country Visitors are reminded that if only in Town for the Day they can obtain a Good Lunch from 12 till 2. Fire Escapes throughout the Buildings. Night and Day Porters. All communications to <box>21 1097 282 1187</box>
ad-title: ORBELL AND CO. <box>1692 515 1887 541</box>
ad-body: 1425 ACRES, heavy bush country, partly improved, and carrying lot of big timber. Flat, water frontage, ring fenced. Good bush country; flats. An inviting property to work. PRICE, £3 PER ACRE. Terms, £1000 cash. <box>1112 1417 1374 1461</box>
advertiser-address: 28 and 32 Harris Street, Wellington. <box>21 827 178 837</box>
advertisement <box>1112 1625 1373 1742</box>
advertiser-address: SOLE AGENT FOR THE OWNERS, 182 FEATHERSTON STREET, WELLINGTON, AND LOWER HUTT. <box>566 749 828 770</box>
ad-title: LEASE, AS GOING CONCERN, FOR SALE. <box>1121 639 1365 672</box>
ad-title: THE MANSIONS PRIVATE HOTEL <box>33 1477 270 1493</box>
advertisement <box>21 581 282 712</box>
advertiser-name: THE OFFICE APPLIANCE CO., LTD., <box>296 1190 553 1231</box>
ad-title: AUCTION SALE. <box>607 87 787 112</box>
advertiser-address: LICENSED LAND AND COMMISSION AGENT, LEVIN. <box>1385 1523 1622 1533</box>
ad-subtitle: A GOING CONCERN WITH £300 CASH. <box>1406 1208 1626 1242</box>
ad-body: GOODWILL of Lease For Sale, including all live and dead stock, 5 years' lease, of 115 acres in the Hutt District Dairy Co.; rent £26. 6d. per acre; 4 paddocks; carrying 45 cows, besides other stock; 50 acres been ploughed, balance of 15 acres in easy country, all well fenced and watered; 12 paddocks, 5 acres under bush; well-fenced and sheltered garden. <box>566 1013 828 1092</box>
ad-body: PREMIUMS LOW. BONUSES LARGE. Conditions of Policies liberal. Business restricted to New Zealand. All moneys invested in the Dominion. Every policy guaranteed by the State. <box>294 1446 555 1490</box>
ad-title: TO LAND SEEKERS. <box>859 569 1081 595</box>
advertiser-name: E. R. KNIGHT, Proprietor. <box>48 1793 255 1813</box>
ad-body: 314 ACRES, 5-years to run; rental, £1 per annum, payable half-yearly in advance. Stock: 17 cows, 1 bull, springcart and harness, pony, 24 pigs, 20 sows, 100 white hens, 26 ducks, and 32 turkeys. Property comprises 114 acres milk-cans, buckets, etc. There is a good 6-roomed house and milking shed on the property. PRICE, £320 cash. Apply <box>1112 677 1374 744</box>
ad-title: SHANNON SHEEP COUNTRY. <box>872 401 1068 452</box>
advertiser-name: W. FIX, Proprietor. <box>77 1546 226 1566</box>
ad-body: NOTICE is given that the Four-roomed Dwelling, No. 11 Wingfield Street, Thorndon, will be submitted to Public Auction on the premises by the undersigned, on TUESDAY, 1st MAY, 1917, at 11 a.m. To be removed within three weeks from date of sale. Further particulars on application. <box>294 499 555 555</box>
ad-body: 650 ACRES (Freehold), Manawatu (Nr. with Wellington; finest sheep country in North Island), healthy, and free from noxious weeds. Best grass land obtainable. Half of this land consists of rich creek flats with deep black loam. About 300 acres flat and remainder, with exception of about 200 acres hill. Price for quick sale £23. <box>1658 696 1920 764</box>
ad-title: GRANT & CAMPBELL, <box>1391 1180 1641 1205</box>
advertisement <box>21 942 282 1063</box>
ad-subtitle: DAIRY FARM. <box>1740 986 1838 1003</box>
ad-title: CAMPBELL THOMSON & CO., <box>1662 1229 1917 1280</box>
ad-body: MOTUEKA FRUIT FARM. MUST BE SOLD. Particulars: 15 ACRES of first-class Fruit Land (very best soil for apple-growing), all ploughable, 7 acres in orchard, 5 acres grazed, and 16 acres 1-year-old trees; approximately 1100 trees; varieties consist of Sturmer, Delicious, and Munro. PRICE, £30 per acre. Cash required, £100. SOLE AGENTS: <box>839 1156 1101 1223</box>
ad-subtitle: TO LEASE FOR 5 YEARS, WITH COMPULSORY PURCHASING CLAUSE. <box>1406 1573 1626 1624</box>
ad-body: MARANUI—Modern 5-rd. house, with all conveniences, workshop in basement. Built by owner only four years ago. Section—About 1000 ft. Price, £700. A really comfortable home in a rapidly-growing and healthy suburb. WADESTOWN—Attractive 5-rd. dwelling, with bath, pantry, wash-house, bathroom, electric light; all conveniences. Good corner section. Price, £875. SALISBURY TERRACE—Commodious 7-rd. Residence, with gas, electric light, hot and cold water. Entrance for motor. Land: 40ft. x 120ft. Price £2000. For all information apply to <box>566 391 828 504</box>
ad-title: STOCK FOR FREEZING. <box>357 613 492 664</box>
